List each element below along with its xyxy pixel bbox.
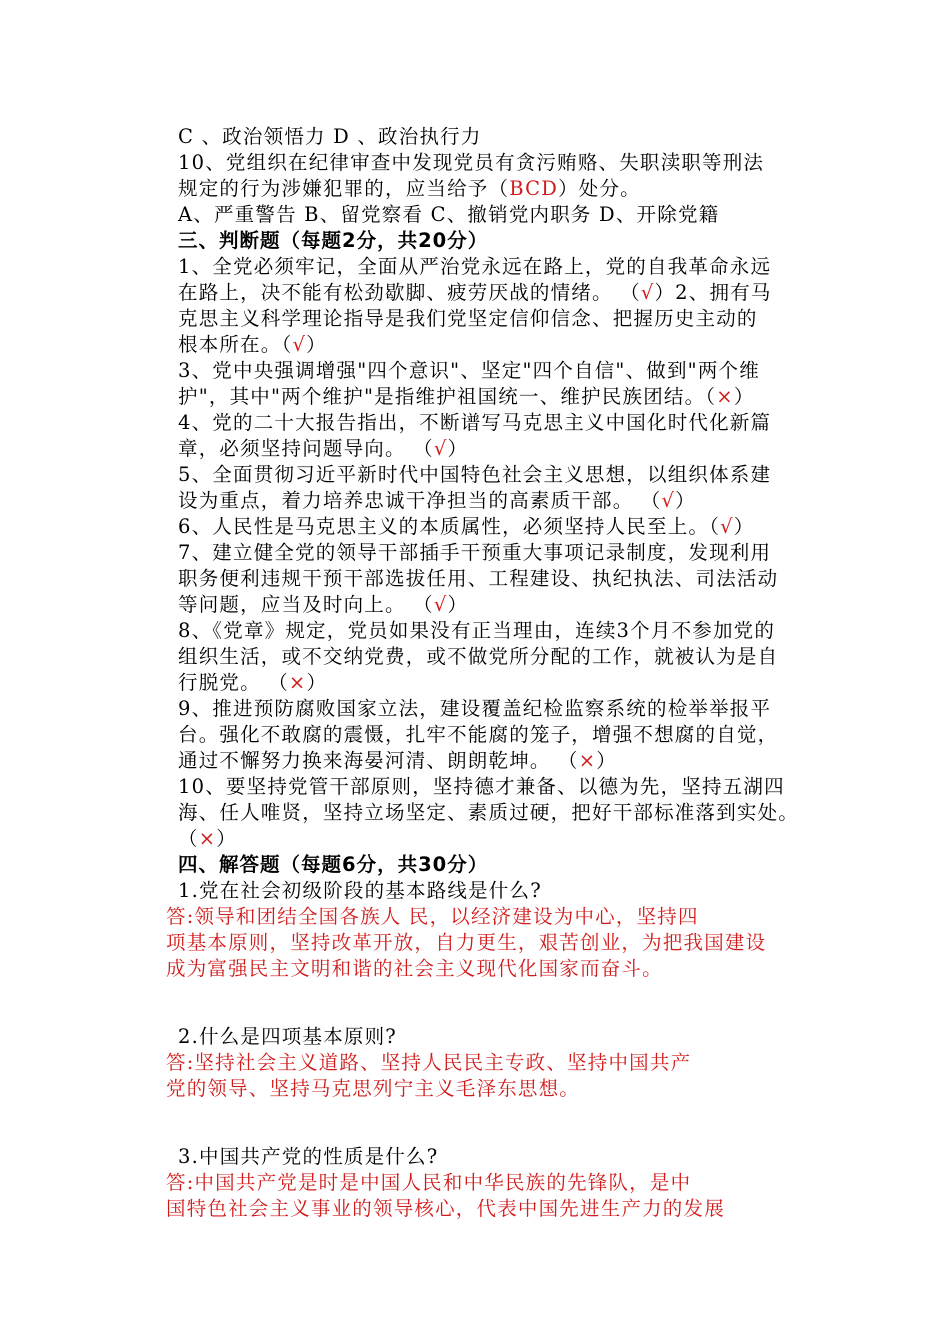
line-j9-cont: 台。强化不敢腐的震慑，扎牢不能腐的笼子，增强不想腐的自觉， — [178, 723, 779, 746]
answer-mark: √ — [661, 489, 676, 512]
line-j8-end: 行脱党。 （×） — [178, 671, 328, 694]
line-j1-cont: 在路上，决不能有松劲歇脚、疲劳厌战的情绪。 （√）2、拥有马 — [178, 281, 772, 304]
section-heading-judgement: 三、判断题（每题2分，共20分） — [178, 229, 489, 252]
line-option-cd: C 、政治领悟力 D 、政治执行力 — [178, 125, 482, 148]
answer-mark: √ — [720, 515, 734, 538]
line-j9-end: 通过不懈努力换来海晏河清、朗朗乾坤。 （×） — [178, 749, 617, 772]
line-q10-cont: 规定的行为涉嫌犯罪的，应当给予（BCD）处分。 — [178, 177, 641, 200]
line-j2-cont: 根本所在。（√） — [178, 333, 327, 356]
line-j6: 6、人民性是马克思主义的本质属性，必须坚持人民至上。（√） — [178, 515, 755, 538]
line-j9: 9、推进预防腐败国家立法，建设覆盖纪检监察系统的检举举报平 — [178, 697, 772, 720]
line-j5: 5、全面贯彻习近平新时代中国特色社会主义思想，以组织体系建 — [178, 463, 772, 486]
line-j7-cont: 职务便利违规干预干部选拔任用、工程建设、执纪执法、司法活动 — [178, 567, 779, 590]
line-j7-end: 等问题，应当及时向上。 （√） — [178, 593, 469, 616]
line-e3-answer-cont: 国特色社会主义事业的领导核心，代表中国先进生产力的发展 — [166, 1197, 725, 1220]
answer-mark: √ — [640, 281, 655, 304]
line-j4-cont: 章，必须坚持问题导向。 （√） — [178, 437, 469, 460]
line-j1: 1、全党必须牢记，全面从严治党永远在路上，党的自我革命永远 — [178, 255, 772, 278]
line-j2: 克思主义科学理论指导是我们党坚定信仰信念、把握历史主动的 — [178, 307, 758, 330]
answer-mark: BCD — [509, 177, 559, 200]
line-e2-question: 2.什么是四项基本原则? — [178, 1025, 397, 1048]
line-j7: 7、建立健全党的领导干部插手干预重大事项记录制度，发现利用 — [178, 541, 772, 564]
answer-mark: √ — [433, 593, 448, 616]
line-e3-answer: 答:中国共产党是时是中国人民和中华民族的先锋队，是中 — [166, 1171, 692, 1194]
line-e1-answer: 答:领导和团结全国各族人 民，以经济建设为中心，坚持四 — [166, 905, 699, 928]
answer-mark: √ — [292, 333, 307, 356]
line-e3-question: 3.中国共产党的性质是什么? — [178, 1145, 439, 1168]
section-heading-essay: 四、解答题（每题6分，共30分） — [178, 853, 489, 876]
line-q10-options: A、严重警告 B、留党察看 C、撤销党内职务 D、开除党籍 — [178, 203, 720, 226]
line-j5-cont: 设为重点，着力培养忠诚干净担当的高素质干部。 （√） — [178, 489, 696, 512]
answer-mark: × — [288, 671, 307, 694]
line-j4: 4、党的二十大报告指出，不断谱写马克思主义中国化时代化新篇 — [178, 411, 772, 434]
line-q10: 10、党组织在纪律审查中发现党员有贪污贿赂、失职渎职等刑法 — [178, 151, 765, 174]
line-j8-cont: 组织生活，或不交纳党费，或不做党所分配的工作，就被认为是自 — [178, 645, 779, 668]
answer-mark: × — [716, 385, 734, 408]
line-j10-end: （×） — [178, 827, 237, 850]
answer-mark: √ — [433, 437, 448, 460]
line-j3: 3、党中央强调增强"四个意识"、坚定"四个自信"、做到"两个维 — [178, 359, 760, 382]
line-j10: 10、要坚持党管干部原则，坚持德才兼备、以德为先，坚持五湖四 — [178, 775, 785, 798]
answer-mark: × — [578, 749, 597, 772]
line-j3-cont: 护"，其中"两个维护"是指维护祖国统一、维护民族团结。（×） — [178, 385, 755, 408]
line-e1-question: 1.党在社会初级阶段的基本路线是什么? — [178, 879, 542, 902]
line-e1-answer-cont: 项基本原则，坚持改革开放，自力更生，艰苦创业，为把我国建设 — [166, 931, 767, 954]
line-j10-cont: 海、任人唯贤，坚持立场坚定、素质过硬，把好干部标准落到实处。 — [178, 801, 800, 824]
answer-mark: × — [198, 827, 217, 850]
line-e2-answer: 答:坚持社会主义道路、坚持人民民主专政、坚持中国共产 — [166, 1051, 692, 1074]
line-e2-answer-cont: 党的领导、坚持马克思列宁主义毛泽东思想。 — [166, 1077, 581, 1100]
line-e1-answer-end: 成为富强民主文明和谐的社会主义现代化国家而奋斗。 — [166, 957, 663, 980]
line-j8: 8、《党章》规定，党员如果没有正当理由，连续3个月不参加党的 — [178, 619, 776, 642]
